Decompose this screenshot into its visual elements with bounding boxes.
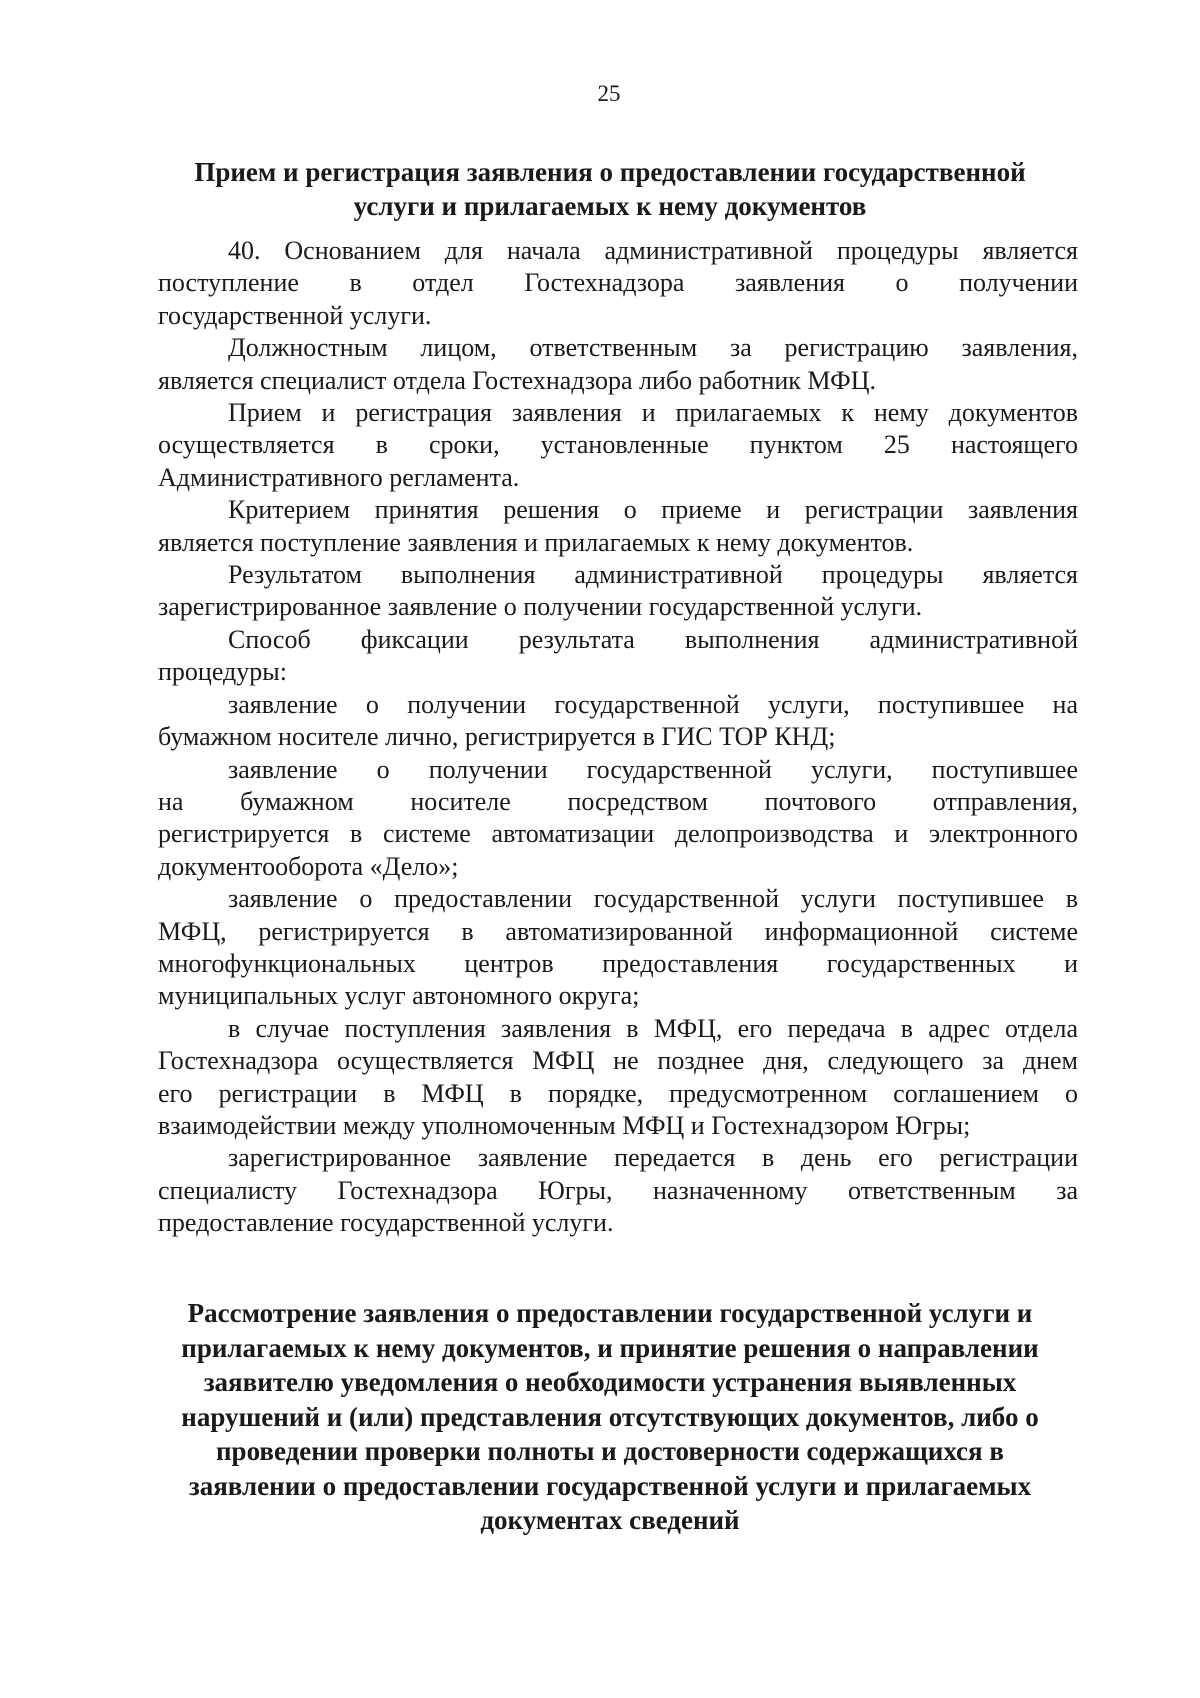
- paragraph-line: регистрируется в системе автоматизации делопроизводства и электронного: [158, 819, 1078, 849]
- heading-line: прилагаемых к нему документов, и принятие решения о направлении: [181, 1332, 1039, 1363]
- paragraph-reception-terms: [158, 397, 1078, 494]
- heading-line: Рассмотрение заявления о предоставлении государственной услуги и: [187, 1298, 1033, 1328]
- paragraph-line: Административного регламента.: [158, 462, 520, 492]
- paragraph-line: зарегистрированное заявление передается в день его регистрации: [228, 1143, 1078, 1173]
- heading-line: проведении проверки полноты и достоверности содержащихся в: [216, 1436, 1004, 1466]
- paragraph-line: взаимодействии между уполномоченным МФЦ и Гостехнадзором Югры;: [158, 1110, 971, 1140]
- paragraph-line: является специалист отдела Гостехнадзора либо работник МФЦ.: [158, 365, 876, 395]
- paragraph-line: предоставление государственной услуги.: [158, 1208, 614, 1238]
- paragraph-line: Результатом выполнения административной процедуры является: [228, 560, 1078, 590]
- paragraph-paper-by-mail: [158, 754, 1078, 884]
- paragraph-line: специалисту Гостехнадзора Югры, назначенному ответственным за: [158, 1175, 1078, 1205]
- paragraph-handover: [158, 1142, 1078, 1239]
- paragraph-line: МФЦ, регистрируется в автоматизированной информационной системе: [158, 916, 1078, 946]
- paragraph-line: муниципальных услуг автономного округа;: [158, 981, 640, 1011]
- paragraph-fixation-method: [158, 624, 1078, 689]
- paragraph-line: 40. Основанием для начала административной процедуры является: [228, 236, 1078, 265]
- paragraph-line: заявление о получении государственной услуги, поступившее: [228, 754, 1078, 784]
- paragraph-line: Гостехнадзора осуществляется МФЦ не позднее дня, следующего за днем: [158, 1046, 1078, 1076]
- paragraph-line: его регистрации в МФЦ в порядке, предусмотренном соглашением о: [158, 1078, 1078, 1108]
- paragraph-line: на бумажном носителе посредством почтового отправления,: [158, 786, 1078, 816]
- paragraph-decision-criterion: [158, 494, 1078, 559]
- paragraph-mfc-transfer: [158, 1013, 1078, 1143]
- paragraph-line: документооборота «Дело»;: [158, 851, 459, 881]
- paragraph-line: в случае поступления заявления в МФЦ, его передача в адрес отдела: [228, 1013, 1078, 1043]
- paragraph-responsible-person: [158, 332, 1078, 397]
- paragraph-paper-in-person: [158, 689, 1078, 754]
- heading-line: заявителю уведомления о необходимости устранения выявленных: [203, 1367, 1017, 1397]
- paragraph-40: [158, 235, 1078, 332]
- paragraph-line: Способ фиксации результата выполнения административной: [228, 624, 1078, 654]
- paragraph-line: Критерием принятия решения о приеме и регистрации заявления: [228, 495, 1078, 525]
- paragraph-line: Должностным лицом, ответственным за регистрацию заявления,: [228, 333, 1078, 363]
- paragraph-line: осуществляется в сроки, установленные пунктом 25 настоящего: [158, 430, 1078, 460]
- section-heading-reception: [160, 155, 1060, 223]
- heading-line: документах сведений: [480, 1505, 740, 1535]
- paragraph-line: заявление о предоставлении государственной услуги поступившее в: [228, 884, 1078, 914]
- paragraph-line: многофункциональных центров предоставления государственных и: [158, 948, 1078, 978]
- heading-line: Прием и регистрация заявления о предоставлении государственной: [194, 157, 1026, 187]
- heading-line: услуги и прилагаемых к нему документов: [353, 191, 867, 221]
- paragraph-line: зарегистрированное заявление о получении государственной услуги.: [158, 592, 923, 622]
- document-body: [158, 235, 1078, 1240]
- heading-line: заявлении о предоставлении государственной услуги и прилагаемых: [188, 1470, 1032, 1501]
- paragraph-line: бумажном носителе лично, регистрируется в ГИС ТОР КНД;: [158, 722, 836, 752]
- paragraph-mfc-registration: [158, 883, 1078, 1013]
- heading-line: нарушений и (или) представления отсутствующих документов, либо о: [181, 1401, 1039, 1432]
- paragraph-line: процедуры:: [158, 657, 287, 687]
- paragraph-line: государственной услуги.: [158, 300, 432, 330]
- paragraph-line: является поступление заявления и прилагаемых к нему документов.: [158, 527, 914, 557]
- section-heading-consideration: [160, 1296, 1060, 1538]
- paragraph-line: Прием и регистрация заявления и прилагаемых к нему документов: [228, 398, 1078, 428]
- paragraph-line: заявление о получении государственной услуги, поступившее на: [228, 689, 1078, 719]
- page-number: 25: [597, 81, 621, 106]
- paragraph-line: поступление в отдел Гостехнадзора заявления о получении: [158, 268, 1078, 298]
- paragraph-result: [158, 559, 1078, 624]
